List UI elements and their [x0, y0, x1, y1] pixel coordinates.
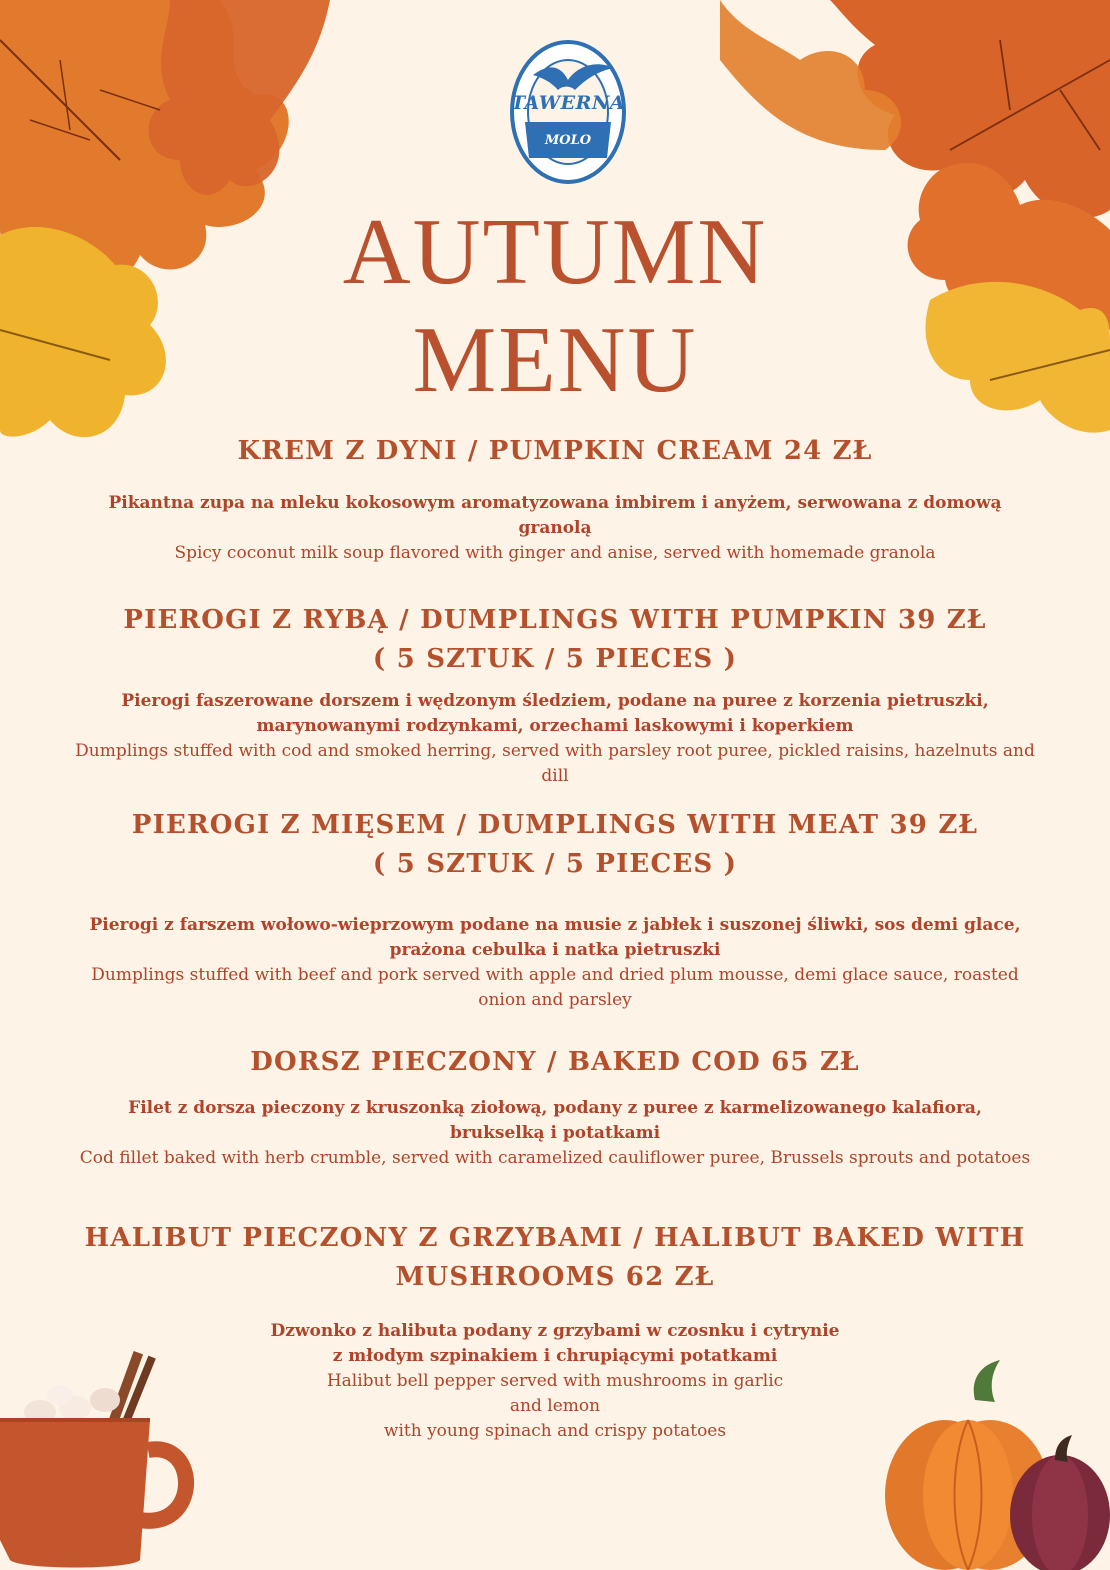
dish-description-pl-1: Dzwonko z halibuta podany z grzybami w czosnku i cytrynie — [270, 1321, 840, 1341]
dish-description-en-2: and lemon — [509, 1396, 601, 1416]
menu-title-line2: MENU — [412, 308, 698, 412]
dish-name: KREM Z DYNI / PUMPKIN CREAM 24 ZŁ — [237, 436, 873, 466]
dish-description-en-3: with young spinach and crispy potatoes — [383, 1421, 727, 1441]
dish-description-pl: Pierogi z farszem wołowo-wieprzowym podane na musie z jabłek i suszonej śliwki, sos demi glace, prażona cebulka i natka pietruszki — [89, 915, 1021, 960]
dish-description-en: Cod fillet baked with herb crumble, served with caramelized cauliflower puree, Brussels sprouts and potatoes — [79, 1148, 1031, 1168]
pumpkins-icon — [850, 1360, 1110, 1570]
hot-chocolate-mug-icon — [0, 1340, 200, 1570]
dish-description-pl: Pierogi faszerowane dorszem i wędzonym śledziem, podane na puree z korzenia pietruszki, marynowanymi rodzynkami, orzechami laskowymi i koperkiem — [121, 691, 989, 736]
menu-item-baked-cod — [0, 1043, 1110, 1171]
dish-description-en: Dumplings stuffed with beef and pork served with apple and dried plum mousse, demi glace sauce, roasted onion and parsley — [91, 965, 1019, 1010]
menu-item-fish-dumplings — [0, 601, 1110, 789]
tawerna-molo-logo — [503, 30, 633, 190]
dish-portion: ( 5 SZTUK / 5 PIECES ) — [372, 849, 738, 879]
dish-description-en: Dumplings stuffed with cod and smoked herring, served with parsley root puree, pickled raisins, hazelnuts and dill — [75, 741, 1035, 786]
logo-text-top: TAWERNA — [510, 92, 626, 114]
menu-item-pumpkin-cream — [0, 432, 1110, 566]
dish-name: PIEROGI Z MIĘSEM / DUMPLINGS WITH MEAT 39 ZŁ — [131, 810, 979, 840]
dish-description-en-1: Halibut bell pepper served with mushrooms in garlic — [326, 1371, 784, 1391]
menu-item-meat-dumplings — [0, 806, 1110, 1013]
logo-text-bottom: MOLO — [544, 133, 592, 148]
dish-description-pl: Pikantna zupa na mleku kokosowym aromatyzowana imbirem i anyżem, serwowana z domową granolą — [108, 493, 1002, 538]
dish-description-pl: Filet z dorsza pieczony z kruszonką ziołową, podany z puree z karmelizowanego kalafiora, brukselką i potatkami — [128, 1098, 982, 1143]
dish-description-pl-2: z młodym szpinakiem i chrupiącymi potatkami — [332, 1346, 778, 1366]
dish-name: PIEROGI Z RYBĄ / DUMPLINGS WITH PUMPKIN 39 ZŁ — [123, 605, 987, 635]
dish-name: DORSZ PIECZONY / BAKED COD 65 ZŁ — [250, 1047, 860, 1077]
dish-description-en: Spicy coconut milk soup flavored with ginger and anise, served with homemade granola — [174, 543, 936, 563]
dish-name: HALIBUT PIECZONY Z GRZYBAMI / HALIBUT BAKED WITH MUSHROOMS 62 ZŁ — [84, 1223, 1026, 1292]
dish-portion: ( 5 SZTUK / 5 PIECES ) — [372, 644, 738, 674]
menu-title-line1: AUTUMN — [342, 200, 768, 304]
